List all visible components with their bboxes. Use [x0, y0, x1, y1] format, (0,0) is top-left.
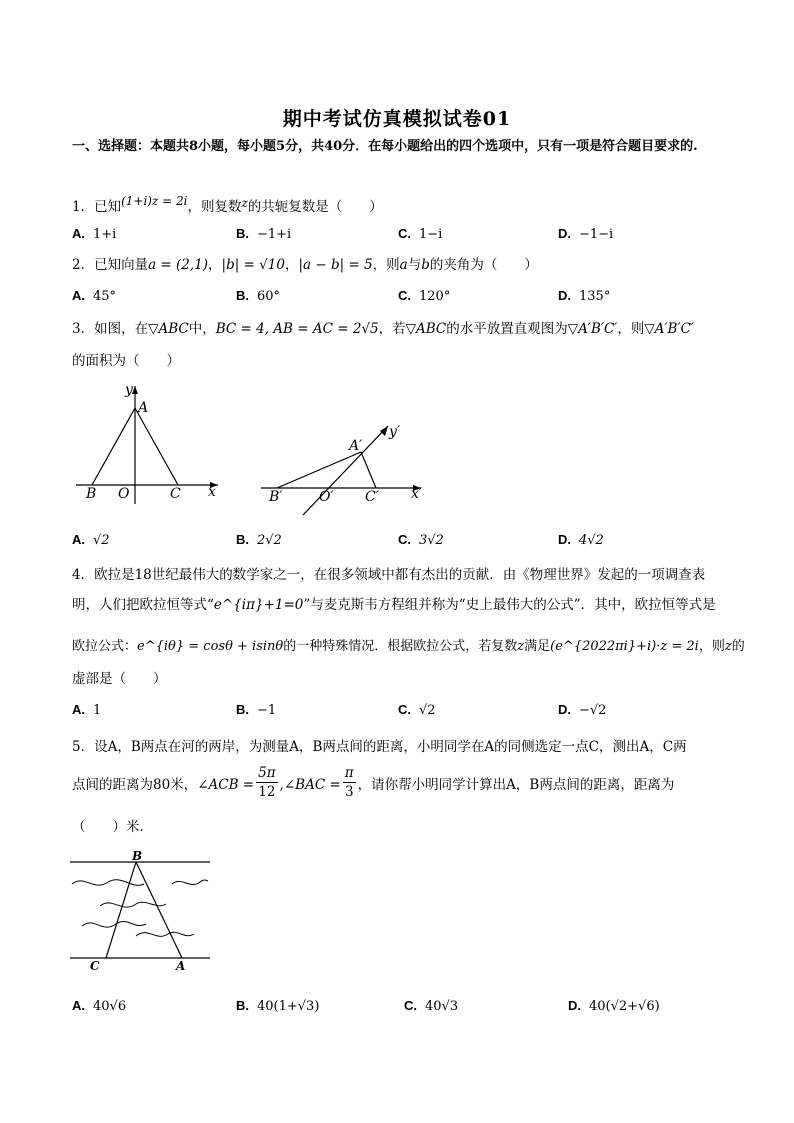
fraction-pi-3: $\frac{\pi}{3}$ — [344, 765, 354, 800]
wave-1 — [72, 880, 144, 886]
question-5: 5．设A，B两点在河的两岸，为测量A，B两点间的距离，小明同学在A的同侧选定一点C，测出A，C两 — [72, 739, 687, 755]
fraction-5pi-12: $\frac{5\pi}{12}$ — [258, 765, 276, 800]
option-b[interactable]: B. −1+i — [236, 226, 292, 242]
question-4-line-3: 欧拉公式：e^{iθ} = cosθ + isinθ的一种特殊情况．根据欧拉公式，若复数z满足(e^{2022πi}+i)·z = 2i，则z的 — [72, 639, 745, 654]
option-c[interactable]: C. 120° — [398, 288, 451, 304]
option-d[interactable]: D. 135° — [558, 288, 611, 304]
formula: a = (2,1) — [148, 257, 209, 273]
label-b-prime: B′ — [269, 489, 283, 505]
segment-bc — [106, 862, 136, 958]
formula: |b| = √10 — [221, 257, 285, 273]
question-number: 4． — [72, 567, 95, 583]
wave-5 — [136, 932, 194, 936]
option-c[interactable]: C. 1−i — [398, 226, 443, 242]
question-4-line-4: 虚部是（ ） — [72, 671, 167, 687]
side-ab — [92, 408, 135, 485]
side-ac — [135, 408, 178, 485]
label-o-prime: O′ — [319, 489, 334, 505]
label-c: C — [170, 486, 181, 502]
option-d[interactable]: D. 4√2 — [558, 532, 604, 548]
formula: e^{iπ}+1=0 — [213, 597, 304, 613]
label-x-prime: x′ — [411, 486, 423, 502]
option-c[interactable]: C. 40√3 — [404, 998, 459, 1014]
option-b[interactable]: B. −1 — [236, 702, 277, 718]
label-a: A — [138, 400, 149, 416]
wave-4 — [82, 921, 146, 927]
figure-intuitive-view — [255, 420, 435, 515]
label-b: B — [86, 486, 97, 502]
label-y: y — [125, 382, 133, 398]
question-4: 4．欧拉是18世纪最伟大的数学家之一，在很多领域中都有杰出的贡献．由《物理世界》发起的一项调查表 — [72, 567, 706, 583]
question-number: 3． — [72, 321, 95, 337]
label-y-prime: y′ — [389, 424, 401, 440]
option-c[interactable]: C. √2 — [398, 702, 436, 718]
page-title: 期中考试仿真模拟试卷01 — [282, 108, 512, 130]
option-a[interactable]: A. 40√6 — [72, 998, 127, 1014]
question-number: 5． — [72, 739, 95, 755]
question-3-line-2: 的面积为（ ） — [72, 353, 180, 369]
option-d[interactable]: D. −1−i — [558, 226, 614, 242]
label-c: C — [90, 959, 100, 973]
option-d[interactable]: D. 40(√2+√6) — [568, 998, 660, 1014]
option-a[interactable]: A. √2 — [72, 532, 110, 548]
figure-triangle-abc — [70, 380, 230, 505]
question-5-line-2: 点间的距离为80米，∠ACB = $\frac{5\pi}{12}$ ,∠BAC = $\frac{\pi}{3}$ ，请你帮小明同学计算出A，B两点间的距离，距离为 — [72, 765, 675, 800]
question-number: 1． — [72, 199, 95, 215]
formula: BC = 4, AB = AC = 2√5 — [215, 321, 379, 337]
question-number: 2． — [72, 257, 95, 273]
formula: (e^{2022πi}+i)·z = 2i — [550, 639, 699, 654]
question-1: 1．已知(1+i)z = 2i，则复数z的共轭复数是（ ） — [72, 194, 383, 215]
side-a-b — [277, 452, 361, 488]
option-b[interactable]: B. 40(1+√3) — [236, 998, 320, 1014]
question-5-line-3: （ ）米． — [72, 819, 153, 835]
option-a[interactable]: A. 1+i — [72, 226, 117, 242]
option-a[interactable]: A. 45° — [72, 288, 117, 304]
y-prime-arrow — [380, 426, 388, 436]
figure-river — [70, 848, 215, 973]
option-c[interactable]: C. 3√2 — [398, 532, 444, 548]
formula: (1+i)z = 2i — [121, 194, 188, 208]
option-d[interactable]: D. −√2 — [558, 702, 607, 718]
label-x: x — [208, 484, 216, 500]
label-a-prime: A′ — [349, 438, 363, 454]
question-2: 2．已知向量a = (2,1)，|b| = √10，|a − b| = 5，则a与b的夹角为（ ） — [72, 257, 538, 273]
option-a[interactable]: A. 1 — [72, 702, 102, 718]
segment-ba — [136, 862, 182, 958]
section-header: 一、选择题：本题共8小题，每小题5分，共40分．在每小题给出的四个选项中，只有一项是符合题目要求的. — [72, 139, 698, 154]
option-b[interactable]: B. 60° — [236, 288, 281, 304]
side-a-c — [361, 452, 376, 488]
label-b: B — [132, 849, 143, 863]
wave-2 — [172, 880, 208, 885]
label-a: A — [176, 959, 186, 973]
label-c-prime: C′ — [365, 489, 379, 505]
question-3: 3．如图，在▽ABC中，BC = 4, AB = AC = 2√5，若▽ABC的水平放置直观图为▽A′B′C′，则▽A′B′C′ — [72, 321, 694, 337]
question-4-line-2: 明，人们把欧拉恒等式“e^{iπ}+1=0”与麦克斯韦方程组并称为“史上最伟大的公式”．其中，欧拉恒等式是 — [72, 597, 716, 613]
formula: e^{iθ} = cosθ + isinθ — [137, 639, 284, 654]
formula: |a − b| = 5 — [298, 257, 373, 273]
label-o: O — [118, 486, 130, 502]
option-b[interactable]: B. 2√2 — [236, 532, 282, 548]
